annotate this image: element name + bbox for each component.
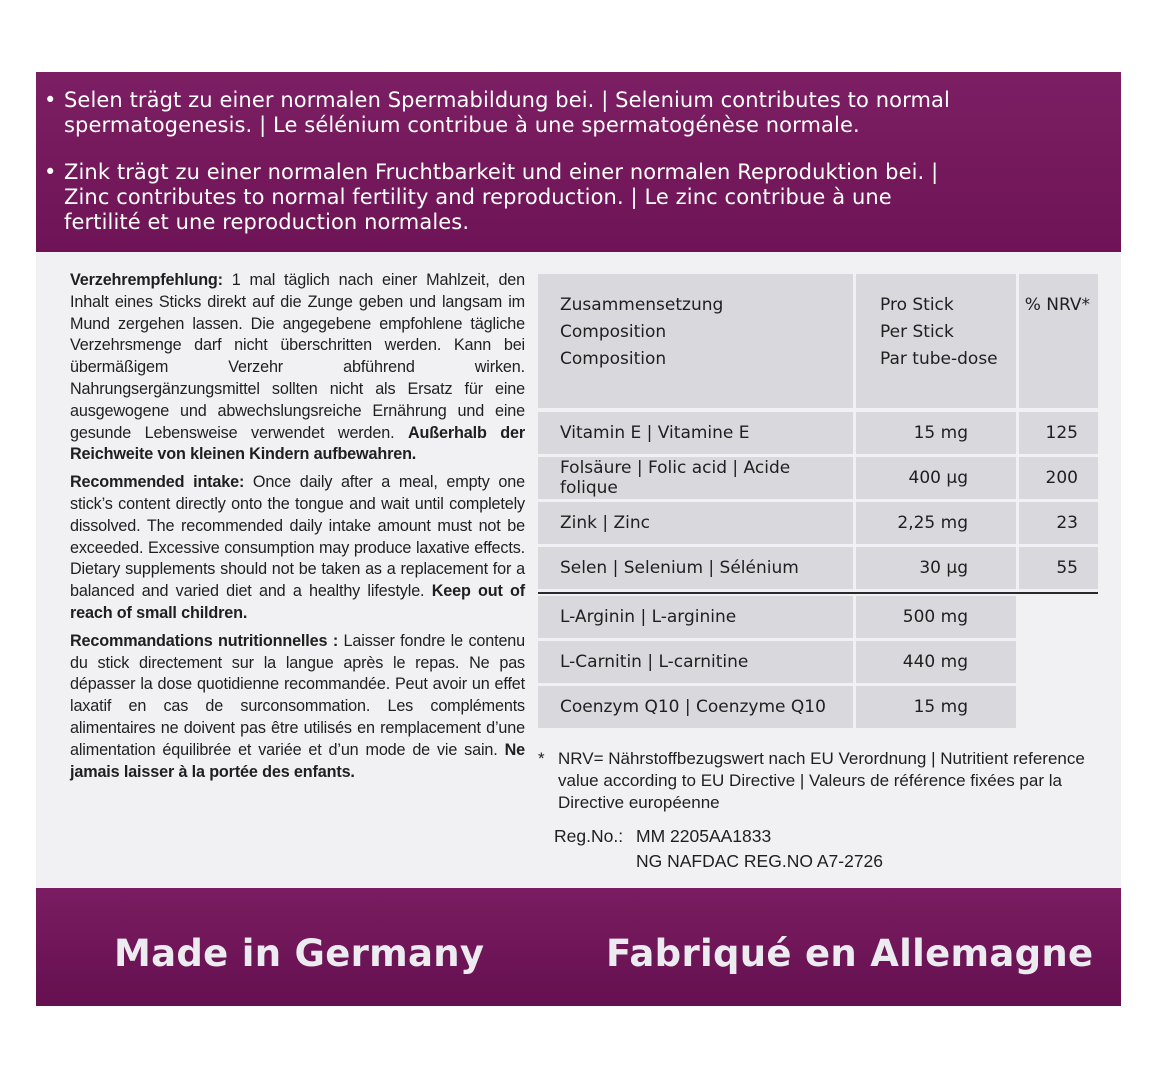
footnote-text: NRV= Nährstoffbezugswert nach EU Verordnung | Nutritient reference value according to EU Directive | Valeurs de référence fixées par la Directive européenne bbox=[558, 749, 1085, 812]
header-per-stick bbox=[856, 274, 1016, 408]
intake-french-label: Recommandations nutritionnelles : bbox=[70, 631, 339, 650]
intake-french bbox=[70, 631, 525, 784]
claim-line: spermatogenesis. | Le sélénium contribue à une spermatogénèse normale. bbox=[64, 113, 860, 137]
row-amount-text: 30 µg bbox=[919, 558, 968, 578]
fabrique-en-allemagne: Fabriqué en Allemagne bbox=[606, 932, 1094, 975]
row-amount-text: 15 mg bbox=[913, 697, 968, 717]
table-row-amount bbox=[856, 641, 1016, 683]
table-row-amount bbox=[856, 547, 1016, 589]
header-per-stick-de: Pro Stick bbox=[880, 295, 954, 315]
intake-german-warning: Außerhalb der Reichweite von kleinen Kindern aufbewahren. bbox=[70, 423, 525, 464]
header-nrv bbox=[1019, 274, 1098, 408]
row-nrv-text: 125 bbox=[1045, 423, 1078, 443]
health-claims-band bbox=[36, 72, 1121, 252]
claim-line: fertilité et une reproduction normales. bbox=[64, 210, 470, 234]
origin-band bbox=[36, 888, 1121, 1006]
row-name-text: Vitamin E | Vitamine E bbox=[560, 423, 750, 443]
registration-label: Reg.No.: bbox=[554, 826, 624, 846]
row-name-text: L-Arginin | L-arginine bbox=[560, 607, 737, 627]
header-per-stick-fr: Par tube-dose bbox=[880, 349, 998, 369]
claim-bullet: • bbox=[44, 160, 57, 184]
row-amount-text: 400 µg bbox=[908, 468, 968, 488]
header-composition bbox=[538, 274, 853, 408]
claim-bullet: • bbox=[44, 88, 57, 112]
claim-selenium bbox=[44, 88, 1074, 138]
claim-zinc bbox=[44, 160, 1074, 235]
product-label-panel bbox=[36, 72, 1121, 1006]
claim-line: Selen trägt zu einer normalen Spermabildung bei. | Selenium contributes to normal bbox=[64, 88, 950, 112]
table-row-name bbox=[538, 686, 853, 728]
intake-german-label: Verzehrempfehlung: bbox=[70, 271, 223, 289]
table-row-nrv bbox=[1019, 502, 1098, 544]
row-nrv-text: 200 bbox=[1045, 468, 1078, 488]
header-composition-de: Zusammensetzung bbox=[560, 295, 724, 315]
claim-line: Zink trägt zu einer normalen Fruchtbarkeit und einer normalen Reproduktion bei. | bbox=[64, 160, 939, 184]
intake-english-label: Recommended intake: bbox=[70, 473, 245, 492]
table-row-nrv bbox=[1019, 457, 1098, 499]
registration-value: NG NAFDAC REG.NO A7-2726 bbox=[636, 851, 884, 871]
intake-german-text: 1 mal täglich nach einer Mahlzeit, den Inhalt eines Sticks direkt auf die Zunge geben und langsam im Mund zergehen lassen. Die angegebene empfohlene tägliche Verzehrsmenge darf nicht überschritten werden. Kann bei übermäßigem Verzehr abführend wirken. Nahrungsergänzungsmittel sollten nicht als Ersatz für eine ausgewogene und abwechslungsreiche Ernährung und eine gesunde Lebensweise verwendet werden. bbox=[70, 271, 525, 442]
table-row-nrv bbox=[1019, 412, 1098, 454]
row-name-text: Selen | Selenium | Sélénium bbox=[560, 558, 799, 578]
intake-german bbox=[70, 270, 525, 466]
row-amount-text: 2,25 mg bbox=[897, 513, 968, 533]
header-composition-fr: Composition bbox=[560, 349, 667, 369]
header-composition-en: Composition bbox=[560, 322, 667, 342]
table-row-amount bbox=[856, 596, 1016, 638]
intake-english bbox=[70, 472, 525, 625]
table-row-amount bbox=[856, 457, 1016, 499]
row-nrv-text: 23 bbox=[1056, 513, 1078, 533]
intake-french-text: Laisser fondre le contenu du stick directement sur la langue après le repas. Ne pas dépasser la dose quotidienne recommandée. Peut avoir un effet laxatif en cas de surconsommation. Les compléments alimentaires ne doivent pas être utilisés en remplacement d’une alimentation équilibrée et variée et d’un mode de vie sain. bbox=[70, 631, 525, 759]
table-row-name bbox=[538, 547, 853, 589]
table-row-name bbox=[538, 412, 853, 454]
row-name-text: Zink | Zinc bbox=[560, 513, 651, 533]
registration-value: MM 2205AA1833 bbox=[636, 826, 772, 846]
table-row-amount bbox=[856, 686, 1016, 728]
row-nrv-text: 55 bbox=[1056, 558, 1078, 578]
table-row-nrv bbox=[1019, 547, 1098, 589]
row-name-text: L-Carnitin | L-carnitine bbox=[560, 652, 749, 672]
row-name-text: Coenzym Q10 | Coenzyme Q10 bbox=[560, 697, 826, 717]
intake-instructions bbox=[70, 270, 525, 789]
table-row-name bbox=[538, 641, 853, 683]
intake-english-warning: Keep out of reach of small children. bbox=[70, 582, 525, 622]
row-amount-text: 15 mg bbox=[913, 423, 968, 443]
table-row-name bbox=[538, 502, 853, 544]
claim-line: Zinc contributes to normal fertility and reproduction. | Le zinc contribue à une bbox=[64, 185, 892, 209]
table-row-amount bbox=[856, 412, 1016, 454]
intake-english-text: Once daily after a meal, empty one stick’s content directly onto the tongue and wait until completely dissolved. The recommended daily intake amount must not be exceeded. Excessive consumption may produce laxative effects. Dietary supplements should not be taken as a replacement for a balanced and varied diet and a healthy lifestyle. bbox=[70, 473, 525, 601]
header-nrv-label: % NRV* bbox=[1024, 295, 1090, 315]
header-per-stick-en: Per Stick bbox=[880, 322, 954, 342]
table-row-amount bbox=[856, 502, 1016, 544]
footnote-asterisk: * bbox=[538, 749, 545, 768]
row-amount-text: 500 mg bbox=[902, 607, 968, 627]
table-divider bbox=[538, 592, 1098, 594]
made-in-germany: Made in Germany bbox=[114, 932, 485, 975]
intake-french-warning: Ne jamais laisser à la portée des enfants. bbox=[70, 740, 525, 781]
row-amount-text: 440 mg bbox=[902, 652, 968, 672]
row-name-text: Folsäure | Folic acid | Acide folique bbox=[560, 458, 791, 498]
table-row-name bbox=[538, 596, 853, 638]
nrv-footnote bbox=[538, 748, 1098, 814]
table-row-name bbox=[538, 457, 853, 499]
